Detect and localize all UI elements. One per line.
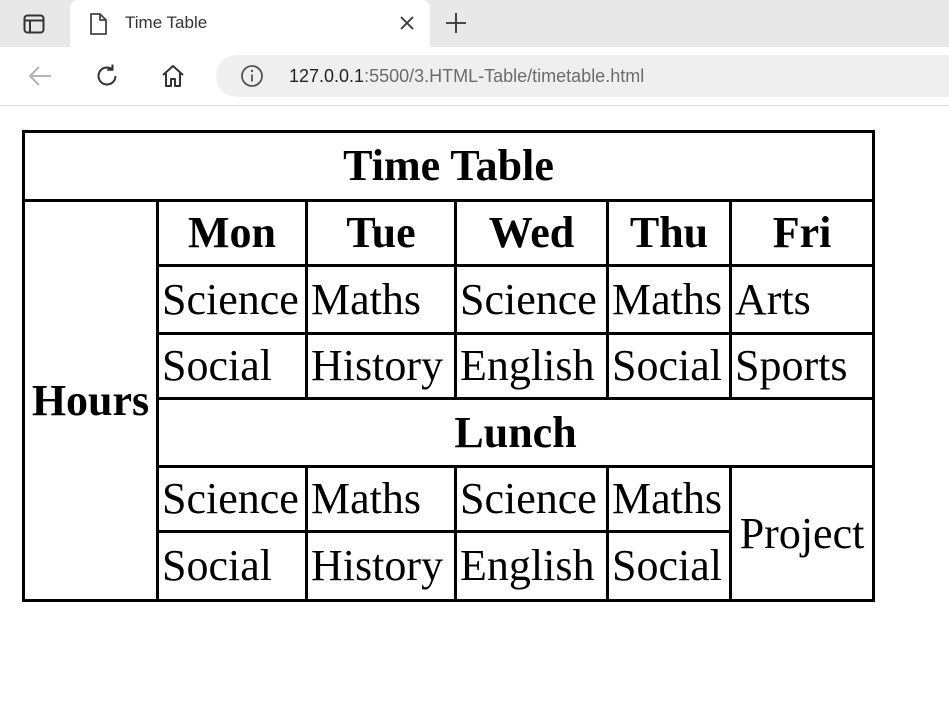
cell-tue-period-1: Maths [307,266,456,334]
lunch-row: Lunch [158,399,874,467]
reload-icon[interactable] [92,61,122,91]
cell-mon-period-3: Science [158,467,307,532]
cell-thu-period-4: Social [608,532,731,601]
back-arrow-icon[interactable] [25,61,55,91]
cell-tue-period-4: History [307,532,456,601]
cell-fri-period-2: Sports [731,334,874,399]
page-icon [88,12,110,36]
cell-wed-period-3: Science [456,467,608,532]
url-host: 127.0.0.1 [289,66,365,86]
address-bar[interactable] [216,55,949,97]
info-icon[interactable] [240,64,264,88]
day-header-fri: Fri [731,201,874,266]
cell-wed-period-4: English [456,532,608,601]
day-header-wed: Wed [456,201,608,266]
close-icon[interactable] [396,12,418,34]
cell-mon-period-2: Social [158,334,307,399]
cell-wed-period-1: Science [456,266,608,334]
timetable [22,130,875,602]
url-path: :5500/3.HTML-Table/timetable.html [364,66,645,86]
tab-title: Time Table [125,13,208,32]
browser-toolbar [0,47,949,106]
tab-time-table[interactable] [70,0,430,47]
home-icon[interactable] [158,61,188,91]
url-text[interactable] [289,66,644,86]
cell-mon-period-1: Science [158,266,307,334]
cell-tue-period-3: Maths [307,467,456,532]
cell-fri-period-1: Arts [731,266,874,334]
cell-wed-period-2: English [456,334,608,399]
cell-fri-project: Project [731,467,874,601]
cell-mon-period-4: Social [158,532,307,601]
table-title: Time Table [24,132,874,201]
tab-bar [0,0,949,47]
sidebar-toggle-icon[interactable] [22,12,46,36]
day-header-tue: Tue [307,201,456,266]
new-tab-plus-icon[interactable] [444,11,468,35]
hours-header: Hours [24,201,158,601]
cell-thu-period-2: Social [608,334,731,399]
cell-tue-period-2: History [307,334,456,399]
cell-thu-period-1: Maths [608,266,731,334]
day-header-thu: Thu [608,201,731,266]
day-header-mon: Mon [158,201,307,266]
cell-thu-period-3: Maths [608,467,731,532]
